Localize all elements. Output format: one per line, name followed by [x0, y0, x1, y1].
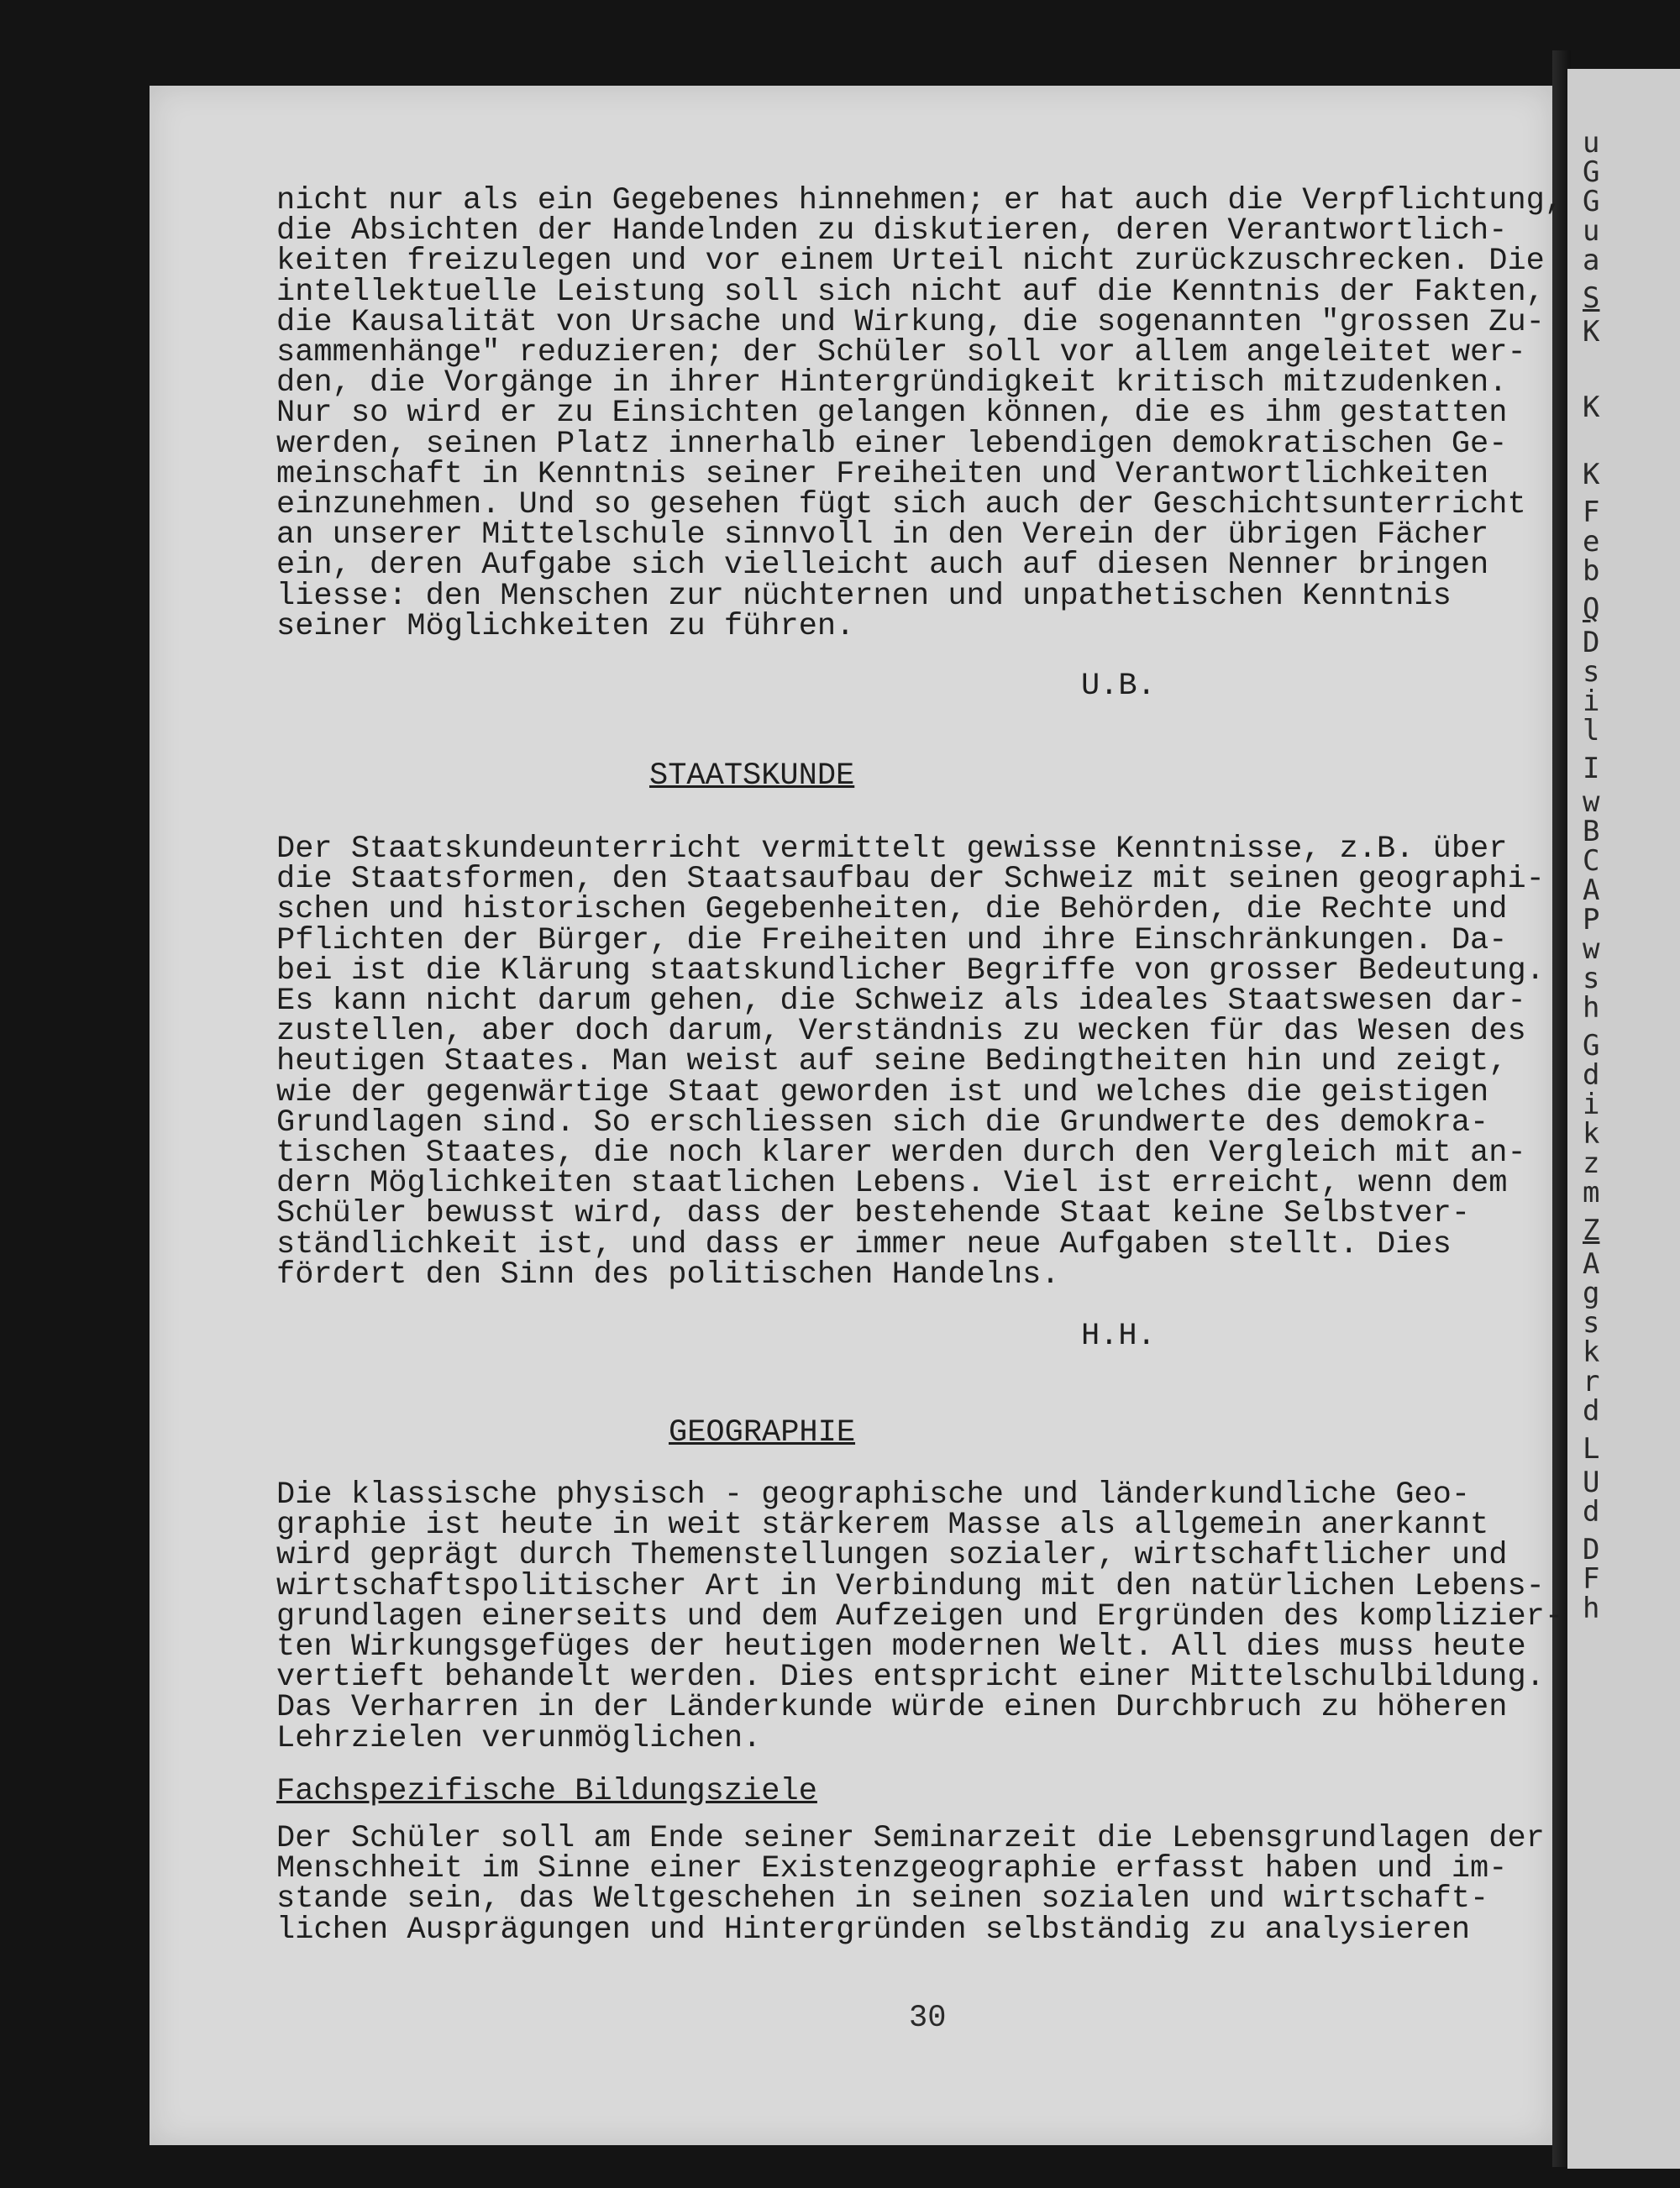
text-line: Das Verharren in der Länderkunde würde einen Durchbruch zu höheren	[276, 1690, 1508, 1726]
text-line: die Absichten der Handelnden zu diskutieren, deren Verantwortlich-	[276, 213, 1508, 249]
adjacent-page-letter: A	[1583, 874, 1600, 907]
adjacent-page-letter: Z	[1583, 1214, 1600, 1247]
adjacent-page-letter: e	[1583, 525, 1600, 559]
adjacent-page-letter: B	[1583, 815, 1600, 848]
adjacent-page-letter: m	[1583, 1176, 1600, 1209]
adjacent-page-letter: w	[1583, 785, 1600, 819]
adjacent-page-letter: z	[1583, 1146, 1600, 1180]
adjacent-page-letter: D	[1583, 1533, 1600, 1566]
adjacent-page-letter: s	[1583, 655, 1600, 689]
adjacent-page-letter: G	[1583, 1029, 1600, 1063]
text-line: tischen Staates, die noch klarer werden durch den Vergleich mit an-	[276, 1136, 1526, 1172]
adjacent-page-letter: K	[1583, 391, 1600, 424]
adjacent-page-letter: L	[1583, 1432, 1600, 1466]
text-line: einzunehmen. Und so gesehen fügt sich auch der Geschichtsunterricht	[276, 487, 1526, 523]
text-line: zustellen, aber doch darum, Verständnis zu wecken für das Wesen des	[276, 1014, 1526, 1050]
text-line: sammenhänge" reduzieren; der Schüler soll vor allem angeleitet wer-	[276, 335, 1526, 371]
text-line: keiten freizulegen und vor einem Urteil nicht zurückzuschrecken. Die	[276, 244, 1545, 280]
text-line: graphie ist heute in weit stärkerem Masse als allgemein anerkannt	[276, 1508, 1489, 1544]
adjacent-page-letter: d	[1583, 1394, 1600, 1428]
text-line: liesse: den Menschen zur nüchternen und unpathetischen Kenntnis	[276, 578, 1452, 614]
text-line: Die klassische physisch - geographische und länderkundliche Geo-	[276, 1477, 1471, 1513]
adjacent-page-letter: s	[1583, 962, 1600, 995]
text-line: seiner Möglichkeiten zu führen.	[276, 608, 855, 644]
text-line: heutigen Staates. Man weist auf seine Bedingtheiten hin und zeigt,	[276, 1044, 1508, 1080]
text-line: werden, seinen Platz innerhalb einer lebendigen demokratischen Ge-	[276, 426, 1508, 462]
text-line: vertieft behandelt werden. Dies entspricht einer Mittelschulbildung.	[276, 1660, 1545, 1696]
adjacent-page-letter: b	[1583, 554, 1600, 588]
text-line: wird geprägt durch Themenstellungen sozialer, wirtschaftlicher und	[276, 1538, 1508, 1574]
text-line: Pflichten der Bürger, die Freiheiten und ihre Einschränkungen. Da-	[276, 922, 1508, 958]
adjacent-page-letter: S	[1583, 281, 1600, 315]
page-number: 30	[909, 2001, 947, 2036]
adjacent-page-letter: u	[1583, 214, 1600, 248]
adjacent-page-letter: K	[1583, 458, 1600, 491]
adjacent-page-letter: G	[1583, 155, 1600, 189]
signature-hh: H.H.	[1081, 1319, 1156, 1354]
history-paragraph	[276, 183, 1564, 644]
text-line: Schüler bewusst wird, dass der bestehende Staat keine Selbstver-	[276, 1196, 1471, 1232]
adjacent-page-letter: i	[1583, 685, 1600, 718]
text-line: Menschheit im Sinne einer Existenzgeographie erfasst haben und im-	[276, 1851, 1508, 1887]
adjacent-page-letter: r	[1583, 1365, 1600, 1398]
text-line: dern Möglichkeiten staatlichen Lebens. Viel ist erreicht, wenn dem	[276, 1166, 1508, 1202]
adjacent-page-letter: i	[1583, 1088, 1600, 1121]
adjacent-page-letter: w	[1583, 932, 1600, 966]
text-line: Der Schüler soll am Ende seiner Seminarzeit die Lebensgrundlagen der	[276, 1821, 1545, 1856]
bildungsziele-paragraph	[276, 1821, 1545, 1948]
text-line: an unserer Mittelschule sinnvoll in den Verein der übrigen Fächer	[276, 517, 1489, 554]
text-line: stande sein, das Weltgeschehen in seinen sozialen und wirtschaft-	[276, 1881, 1489, 1918]
text-line: ten Wirkungsgefüges der heutigen modernen Welt. All dies muss heute	[276, 1629, 1526, 1666]
adjacent-page-letter: k	[1583, 1117, 1600, 1151]
adjacent-page-letter: D	[1583, 626, 1600, 659]
adjacent-page-letter: F	[1583, 496, 1600, 529]
adjacent-page-letter: U	[1583, 1466, 1600, 1499]
text-line: meinschaft in Kenntnis seiner Freiheiten und Verantwortlichkeiten	[276, 456, 1489, 492]
adjacent-page-edge	[1567, 69, 1680, 2169]
text-line: intellektuelle Leistung soll sich nicht auf die Kenntnis der Fakten,	[276, 274, 1545, 310]
text-line: nicht nur als ein Gegebenes hinnehmen; er hat auch die Verpflichtung,	[276, 183, 1564, 218]
adjacent-page-letter: G	[1583, 185, 1600, 218]
adjacent-page-letter: u	[1583, 126, 1600, 160]
text-line: Nur so wird er zu Einsichten gelangen können, die es ihm gestatten	[276, 396, 1508, 432]
adjacent-page-letter: d	[1583, 1495, 1600, 1529]
adjacent-page-letter: k	[1583, 1335, 1600, 1369]
adjacent-page-letter: g	[1583, 1277, 1600, 1310]
text-line: Grundlagen sind. So erschliessen sich die Grundwerte des demokra-	[276, 1104, 1489, 1141]
adjacent-page-letter: P	[1583, 903, 1600, 937]
adjacent-page-letter: A	[1583, 1247, 1600, 1281]
staatskunde-paragraph	[276, 832, 1545, 1293]
adjacent-page-letter: K	[1583, 315, 1600, 349]
adjacent-page-letter: h	[1583, 1592, 1600, 1625]
adjacent-page-letter: F	[1583, 1562, 1600, 1596]
text-line: den, die Vorgänge in ihrer Hintergründigkeit kritisch mitzudenken.	[276, 365, 1508, 401]
adjacent-page-letter: C	[1583, 844, 1600, 878]
text-line: lichen Ausprägungen und Hintergründen selbständig zu analysieren	[276, 1912, 1471, 1948]
text-line: Es kann nicht darum gehen, die Schweiz als ideales Staatswesen dar-	[276, 984, 1526, 1020]
text-line: bei ist die Klärung staatskundlicher Begriffe von grosser Bedeutung.	[276, 952, 1545, 989]
adjacent-page-letter: I	[1583, 752, 1600, 785]
geographie-paragraph	[276, 1477, 1564, 1756]
adjacent-page-letter: Q	[1583, 592, 1600, 626]
subheading-bildungsziele: Fachspezifische Bildungsziele	[276, 1774, 817, 1809]
text-line: Der Staatskundeunterricht vermittelt gewisse Kenntnisse, z.B. über	[276, 832, 1508, 867]
heading-staatskunde: STAATSKUNDE	[649, 758, 855, 794]
signature-ub: U.B.	[1081, 669, 1156, 704]
text-line: grundlagen einerseits und dem Aufzeigen und Ergründen des komplizier-	[276, 1598, 1564, 1634]
text-line: schen und historischen Gegebenheiten, die Behörden, die Rechte und	[276, 892, 1508, 928]
heading-geographie: GEOGRAPHIE	[669, 1415, 856, 1451]
text-line: ständlichkeit ist, und dass er immer neue Aufgaben stellt. Dies	[276, 1226, 1452, 1262]
text-line: Lehrzielen verunmöglichen.	[276, 1720, 762, 1756]
text-line: ein, deren Aufgabe sich vielleicht auch auf diesen Nenner bringen	[276, 548, 1489, 584]
text-line: fördert den Sinn des politischen Handelns.	[276, 1257, 1060, 1293]
adjacent-page-letter: s	[1583, 1306, 1600, 1340]
adjacent-page-letter: a	[1583, 244, 1600, 277]
text-line: die Staatsformen, den Staatsaufbau der Schweiz mit seinen geographi-	[276, 862, 1545, 898]
adjacent-page-letter: h	[1583, 991, 1600, 1025]
adjacent-page-letter: l	[1583, 714, 1600, 748]
text-line: wirtschaftspolitischer Art in Verbindung mit den natürlichen Lebens-	[276, 1568, 1545, 1604]
text-line: wie der gegenwärtige Staat geworden ist und welches die geistigen	[276, 1074, 1489, 1110]
text-line: die Kausalität von Ursache und Wirkung, die sogenannten "grossen Zu-	[276, 304, 1545, 340]
adjacent-page-letter: d	[1583, 1058, 1600, 1092]
